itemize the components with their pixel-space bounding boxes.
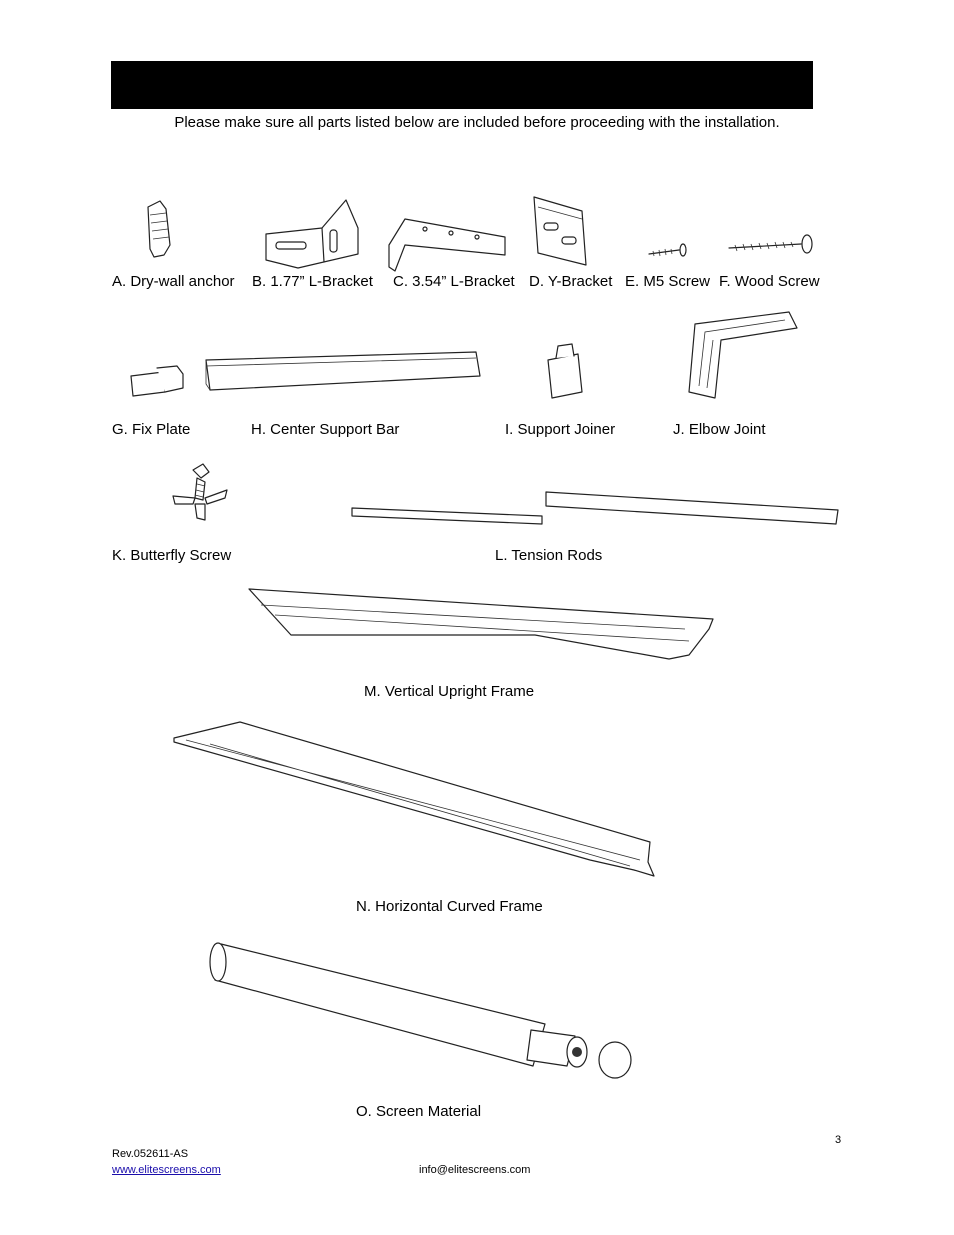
fix-plate-icon <box>125 360 189 400</box>
part-label-tension-rods: L. Tension Rods <box>495 547 603 564</box>
part-label-vertical-upright-frame: M. Vertical Upright Frame <box>364 683 535 700</box>
part-label-wood-screw: F. Wood Screw <box>719 273 820 290</box>
part-label-dry-wall-anchor: A. Dry-wall anchor <box>112 273 235 290</box>
screen-material-icon <box>205 940 637 1082</box>
vertical-upright-frame-icon <box>245 585 720 663</box>
part-label-screen-material: O. Screen Material <box>356 1103 482 1120</box>
part-label-support-joiner: I. Support Joiner <box>505 421 616 438</box>
part-label-center-support-bar: H. Center Support Bar <box>251 421 400 438</box>
part-label-horizontal-curved-frame: N. Horizontal Curved Frame <box>356 898 543 915</box>
support-joiner-icon <box>540 340 590 402</box>
elbow-joint-icon <box>685 310 803 400</box>
part-label-l-bracket-354: C. 3.54” L-Bracket <box>393 273 515 290</box>
tension-rods-icon <box>350 490 840 526</box>
butterfly-screw-icon <box>165 460 235 524</box>
horizontal-curved-frame-icon <box>170 720 660 880</box>
part-label-fix-plate: G. Fix Plate <box>112 421 191 438</box>
section-header-bar <box>111 61 813 109</box>
part-label-m5-screw: E. M5 Screw <box>625 273 711 290</box>
revision-code: Rev.052611-AS <box>112 1148 189 1160</box>
part-label-elbow-joint: J. Elbow Joint <box>673 421 766 438</box>
part-label-butterfly-screw: K. Butterfly Screw <box>112 547 232 564</box>
y-bracket-icon <box>530 193 590 268</box>
dry-wall-anchor-icon <box>130 195 190 265</box>
part-label-y-bracket: D. Y-Bracket <box>529 273 613 290</box>
website-link[interactable]: www.elitescreens.com <box>112 1164 221 1176</box>
center-support-bar-icon <box>200 348 485 396</box>
part-label-l-bracket-177: B. 1.77” L-Bracket <box>252 273 373 290</box>
intro-text: Please make sure all parts listed below are included before proceeding with the installation. <box>174 114 780 131</box>
l-bracket-177-icon <box>262 198 362 272</box>
page-number: 3 <box>835 1134 842 1146</box>
m5-screw-icon <box>645 240 693 264</box>
contact-email: info@elitescreens.com <box>419 1164 531 1176</box>
wood-screw-icon <box>725 232 817 260</box>
l-bracket-354-icon <box>385 215 510 273</box>
